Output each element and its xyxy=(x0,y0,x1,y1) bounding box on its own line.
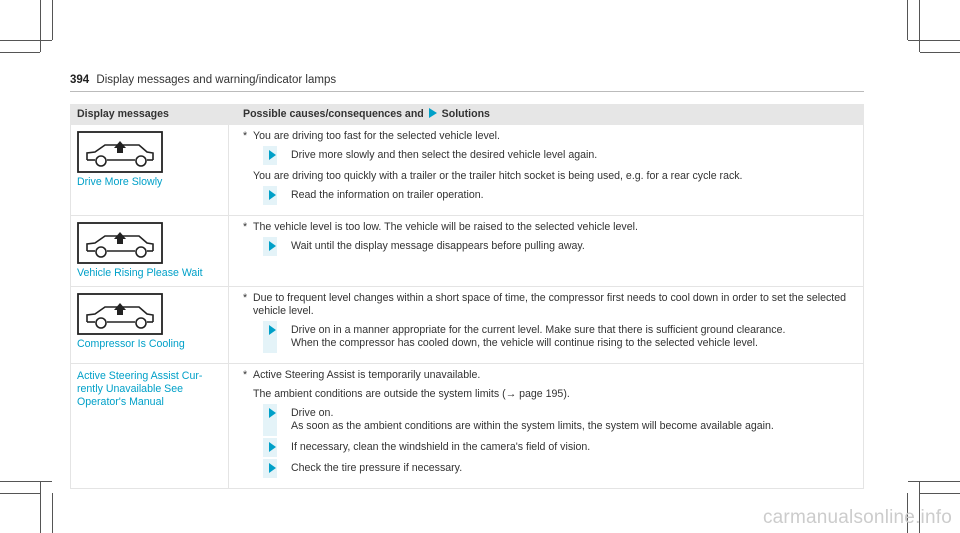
crop-mark xyxy=(907,0,908,40)
cause-item: * You are driving too fast for the selected vehicle level. xyxy=(243,130,500,142)
message-label: Vehicle Rising Please Wait xyxy=(77,267,203,279)
column-header-causes: Possible causes/consequences and xyxy=(243,108,424,120)
causes-cell xyxy=(229,216,864,287)
cause-item: The ambient conditions are outside the system limits (→ page 195). xyxy=(253,388,570,400)
play-arrow-icon xyxy=(269,150,276,160)
crop-mark xyxy=(0,52,40,53)
causes-cell xyxy=(229,125,864,216)
solution-step: Check the tire pressure if necessary. xyxy=(243,462,855,475)
crop-mark xyxy=(920,52,960,53)
crop-mark xyxy=(920,493,960,494)
vehicle-level-icon xyxy=(77,293,163,335)
crop-mark xyxy=(40,481,41,533)
cause-item: * Due to frequent level changes within a short space of time, the compressor first needs to cool down in order to set the selected vehicle level. xyxy=(243,292,846,317)
play-arrow-icon xyxy=(429,108,437,118)
cause-item: * The vehicle level is too low. The vehicle will be raised to the selected vehicle level. xyxy=(243,221,638,233)
crop-mark xyxy=(40,0,41,52)
table-row xyxy=(71,125,864,216)
solution-step: If necessary, clean the windshield in the camera's field of vision. xyxy=(243,441,855,454)
table-row xyxy=(71,364,864,489)
message-cell xyxy=(71,287,229,364)
play-arrow-icon xyxy=(269,408,276,418)
page-header-title: Display messages and warning/indicator lamps xyxy=(96,74,337,86)
causes-cell xyxy=(229,364,864,489)
message-label: Active Steering Assist Cur- rently Unavailable See Operator's Manual xyxy=(77,370,203,408)
table-header-row xyxy=(71,105,864,125)
message-cell xyxy=(71,125,229,216)
message-cell xyxy=(71,364,229,489)
crop-mark xyxy=(919,0,920,52)
page-number: 394 xyxy=(70,74,90,86)
play-arrow-icon xyxy=(269,325,276,335)
header-divider xyxy=(70,91,864,92)
solution-step: Wait until the display message disappears before pulling away. xyxy=(243,240,855,253)
play-arrow-icon xyxy=(269,241,276,251)
table-row xyxy=(71,287,864,364)
crop-mark xyxy=(908,40,960,41)
solution-step: Drive on. As soon as the ambient conditions are within the system limits, the system will become available again. xyxy=(243,407,855,433)
cause-item: * Active Steering Assist is temporarily unavailable. xyxy=(243,369,481,381)
crop-mark xyxy=(0,493,40,494)
crop-mark xyxy=(52,0,53,40)
page-header xyxy=(70,74,336,86)
play-arrow-icon xyxy=(269,463,276,473)
watermark: carmanualsonline.info xyxy=(762,507,952,528)
display-messages-table xyxy=(70,104,864,489)
causes-cell xyxy=(229,287,864,364)
solution-step: Drive on in a manner appropriate for the current level. Make sure that there is sufficient ground clearance. When the compressor has cooled down, the vehicle will continue rising to the selected vehicle level. xyxy=(243,324,855,350)
message-label: Drive More Slowly xyxy=(77,176,163,188)
play-arrow-icon xyxy=(269,442,276,452)
column-header-causes-solutions xyxy=(229,105,864,125)
solution-step: Read the information on trailer operation. xyxy=(243,189,855,202)
vehicle-level-icon xyxy=(77,222,163,264)
play-arrow-icon xyxy=(269,190,276,200)
crop-mark xyxy=(908,481,960,482)
cause-item: You are driving too quickly with a trailer or the trailer hitch socket is being used, e.g. for a rear cycle rack. xyxy=(253,170,743,182)
crop-mark xyxy=(0,481,52,482)
column-header-solutions: Solutions xyxy=(441,108,490,120)
solution-step: Drive more slowly and then select the desired vehicle level again. xyxy=(243,149,855,162)
message-label: Compressor Is Cooling xyxy=(77,338,185,350)
column-header-display-messages: Display messages xyxy=(71,105,229,125)
crop-mark xyxy=(52,493,53,533)
table-row xyxy=(71,216,864,287)
vehicle-level-icon xyxy=(77,131,163,173)
message-cell xyxy=(71,216,229,287)
crop-mark xyxy=(0,40,52,41)
